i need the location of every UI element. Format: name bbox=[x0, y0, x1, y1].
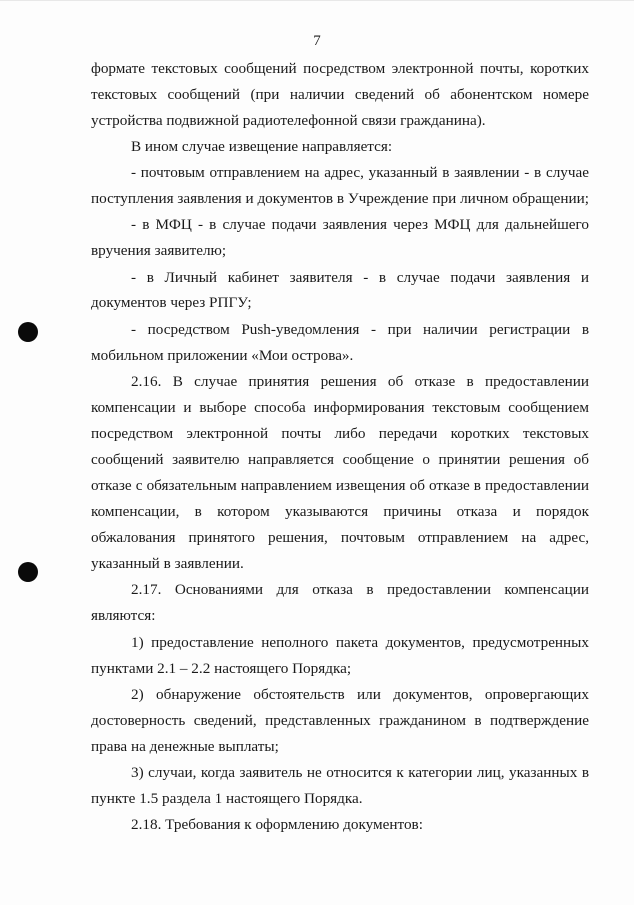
punch-hole-bottom bbox=[18, 562, 38, 582]
text-line: поступления заявления и документов в Учреждение при личном обращении; bbox=[91, 190, 589, 207]
text-line: 3) случаи, когда заявитель не относится к категории лиц, указанных в bbox=[131, 764, 589, 781]
text-line: - посредством Push-уведомления - при наличии регистрации в bbox=[131, 321, 589, 338]
text-line: отказе с обязательным направлением извещения об отказе в предоставлении bbox=[91, 477, 589, 494]
text-line: пункте 1.5 раздела 1 настоящего Порядка. bbox=[91, 790, 363, 807]
text-line: формате текстовых сообщений посредством электронной почты, коротких bbox=[91, 60, 589, 77]
text-line: текстовых сообщений (при наличии сведений об абонентском номере bbox=[91, 86, 589, 103]
text-line: - в Личный кабинет заявителя - в случае подачи заявления и bbox=[131, 269, 589, 286]
text-line: пунктами 2.1 – 2.2 настоящего Порядка; bbox=[91, 660, 352, 677]
text-line: 2.16. В случае принятия решения об отказе в предоставлении bbox=[131, 373, 589, 390]
text-line: - в МФЦ - в случае подачи заявления через МФЦ для дальнейшего bbox=[131, 216, 589, 233]
text-line: являются: bbox=[91, 607, 156, 624]
text-line: 2.17. Основаниями для отказа в предоставлении компенсации bbox=[131, 581, 589, 598]
text-line: достоверность сведений, представленных гражданином в подтверждение bbox=[91, 712, 589, 729]
text-line: - почтовым отправлением на адрес, указанный в заявлении - в случае bbox=[131, 164, 589, 181]
text-line: устройства подвижной радиотелефонной связи гражданина). bbox=[91, 112, 486, 129]
text-line: мобильном приложении «Мои острова». bbox=[91, 347, 354, 364]
text-line: 1) предоставление неполного пакета документов, предусмотренных bbox=[131, 634, 589, 651]
text-line: сообщений заявителю направляется сообщение о принятии решения об bbox=[91, 451, 589, 468]
text-line: В ином случае извещение направляется: bbox=[131, 138, 393, 155]
text-line: права на денежные выплаты; bbox=[91, 738, 279, 755]
page-top-edge bbox=[0, 0, 634, 1]
punch-hole-top bbox=[18, 322, 38, 342]
text-line: обжалования принятого решения, почтовым отправлением на адрес, bbox=[91, 529, 589, 546]
page-number: 7 bbox=[313, 33, 321, 49]
text-line: документов через РПГУ; bbox=[91, 294, 252, 311]
text-line: 2.18. Требования к оформлению документов: bbox=[131, 816, 423, 833]
text-line: компенсации и выборе способа информирования текстовым сообщением bbox=[91, 399, 589, 416]
text-line: 2) обнаружение обстоятельств или документов, опровергающих bbox=[131, 686, 589, 703]
text-line: указанный в заявлении. bbox=[91, 555, 244, 572]
text-line: вручения заявителю; bbox=[91, 242, 227, 259]
text-line: компенсации, в котором указываются причины отказа и порядок bbox=[91, 503, 589, 520]
text-line: посредством электронной почты либо передачи коротких текстовых bbox=[91, 425, 589, 442]
